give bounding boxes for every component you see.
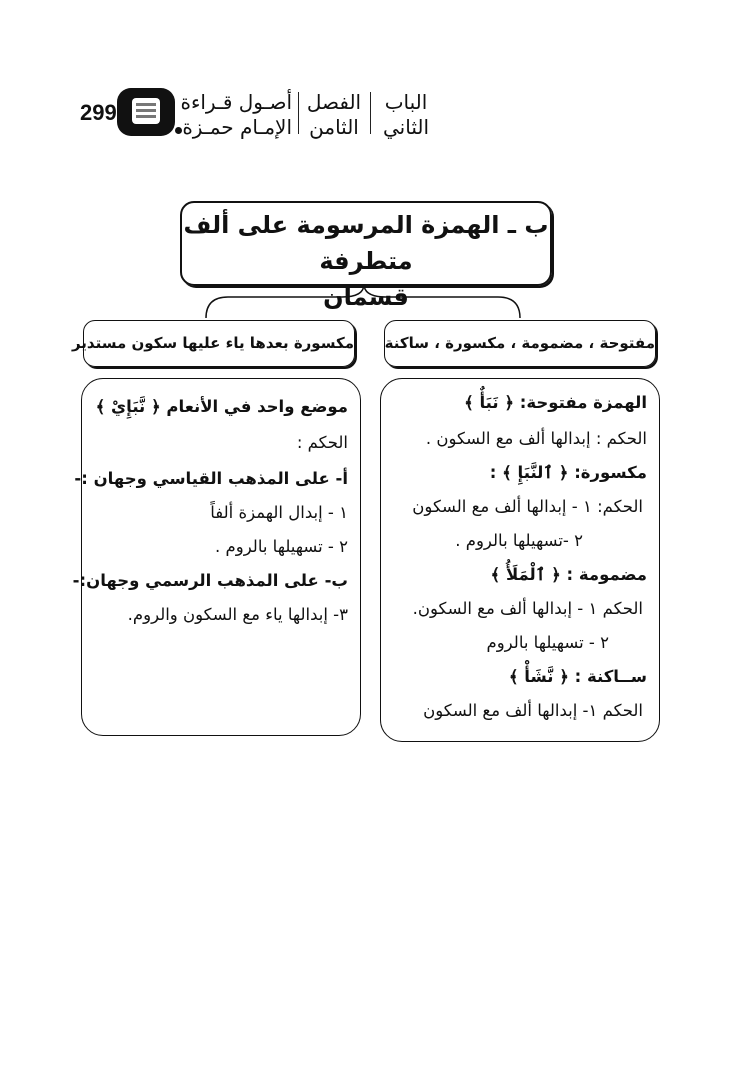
category-box-left: مكسورة بعدها ياء عليها سكون مستدير: [83, 320, 355, 367]
category-box-right: مفتوحة ، مضمومة ، مكسورة ، ساكنة: [384, 320, 656, 367]
book-title-line2: الإمـام حمـزة: [182, 115, 292, 139]
page-number: 299: [80, 100, 117, 125]
text-line: ١ - إبدال الهمزة ألفاً: [210, 503, 348, 522]
text-line: الحكم ١ - إبدالها ألف مع السكون.: [412, 599, 643, 618]
title-line2: قسمان: [323, 283, 409, 311]
text-line: ســاكنة : ﴿ نَّشَأْ ﴾: [508, 667, 647, 686]
text-line: مضمومة : ﴿ ٱلْمَلَأُ ﴾: [490, 565, 647, 584]
text-line: ٢ - تسهيلها بالروم .: [215, 537, 348, 556]
text-line: الحكم: ١ - إبدالها ألف مع السكون: [412, 497, 643, 516]
text-line: ٢ -تسهيلها بالروم .: [455, 531, 583, 550]
text-line: ٣- إبدالها ياء مع السكون والروم.: [127, 605, 348, 624]
connector-brace: [0, 0, 746, 330]
content-box-right: [380, 378, 660, 742]
section-value: الثاني: [382, 115, 429, 139]
text-line: موضع واحد في الأنعام ﴿ نَّبَإِيْ ﴾: [95, 397, 348, 416]
chapter-label: الفصل: [306, 90, 362, 114]
text-line: ٢ - تسهيلها بالروم: [486, 633, 609, 652]
title-line1: ب ـ الهمزة المرسومة على ألف متطرفة: [183, 211, 549, 275]
text-line: أ- على المذهب القياسي وجهان :-: [74, 469, 348, 488]
text-line: الحكم :: [296, 433, 348, 452]
book-title-line1: أصـول قـراءة: [180, 90, 292, 114]
text-line: الحكم ١- إبدالها ألف مع السكون: [423, 701, 643, 720]
text-line: الهمزة مفتوحة: ﴿ نَبَأٌ ﴾: [464, 393, 647, 412]
chapter-value: الثامن: [309, 115, 359, 139]
text-line: ب- على المذهب الرسمي وجهان:-: [72, 571, 348, 590]
text-line: مكسورة: ﴿ ٱلنَّبَإِ ﴾ :: [489, 463, 647, 482]
text-line: الحكم : إبدالها ألف مع السكون .: [425, 429, 647, 448]
section-label: الباب: [384, 90, 428, 114]
content-box-left: [72, 378, 361, 736]
